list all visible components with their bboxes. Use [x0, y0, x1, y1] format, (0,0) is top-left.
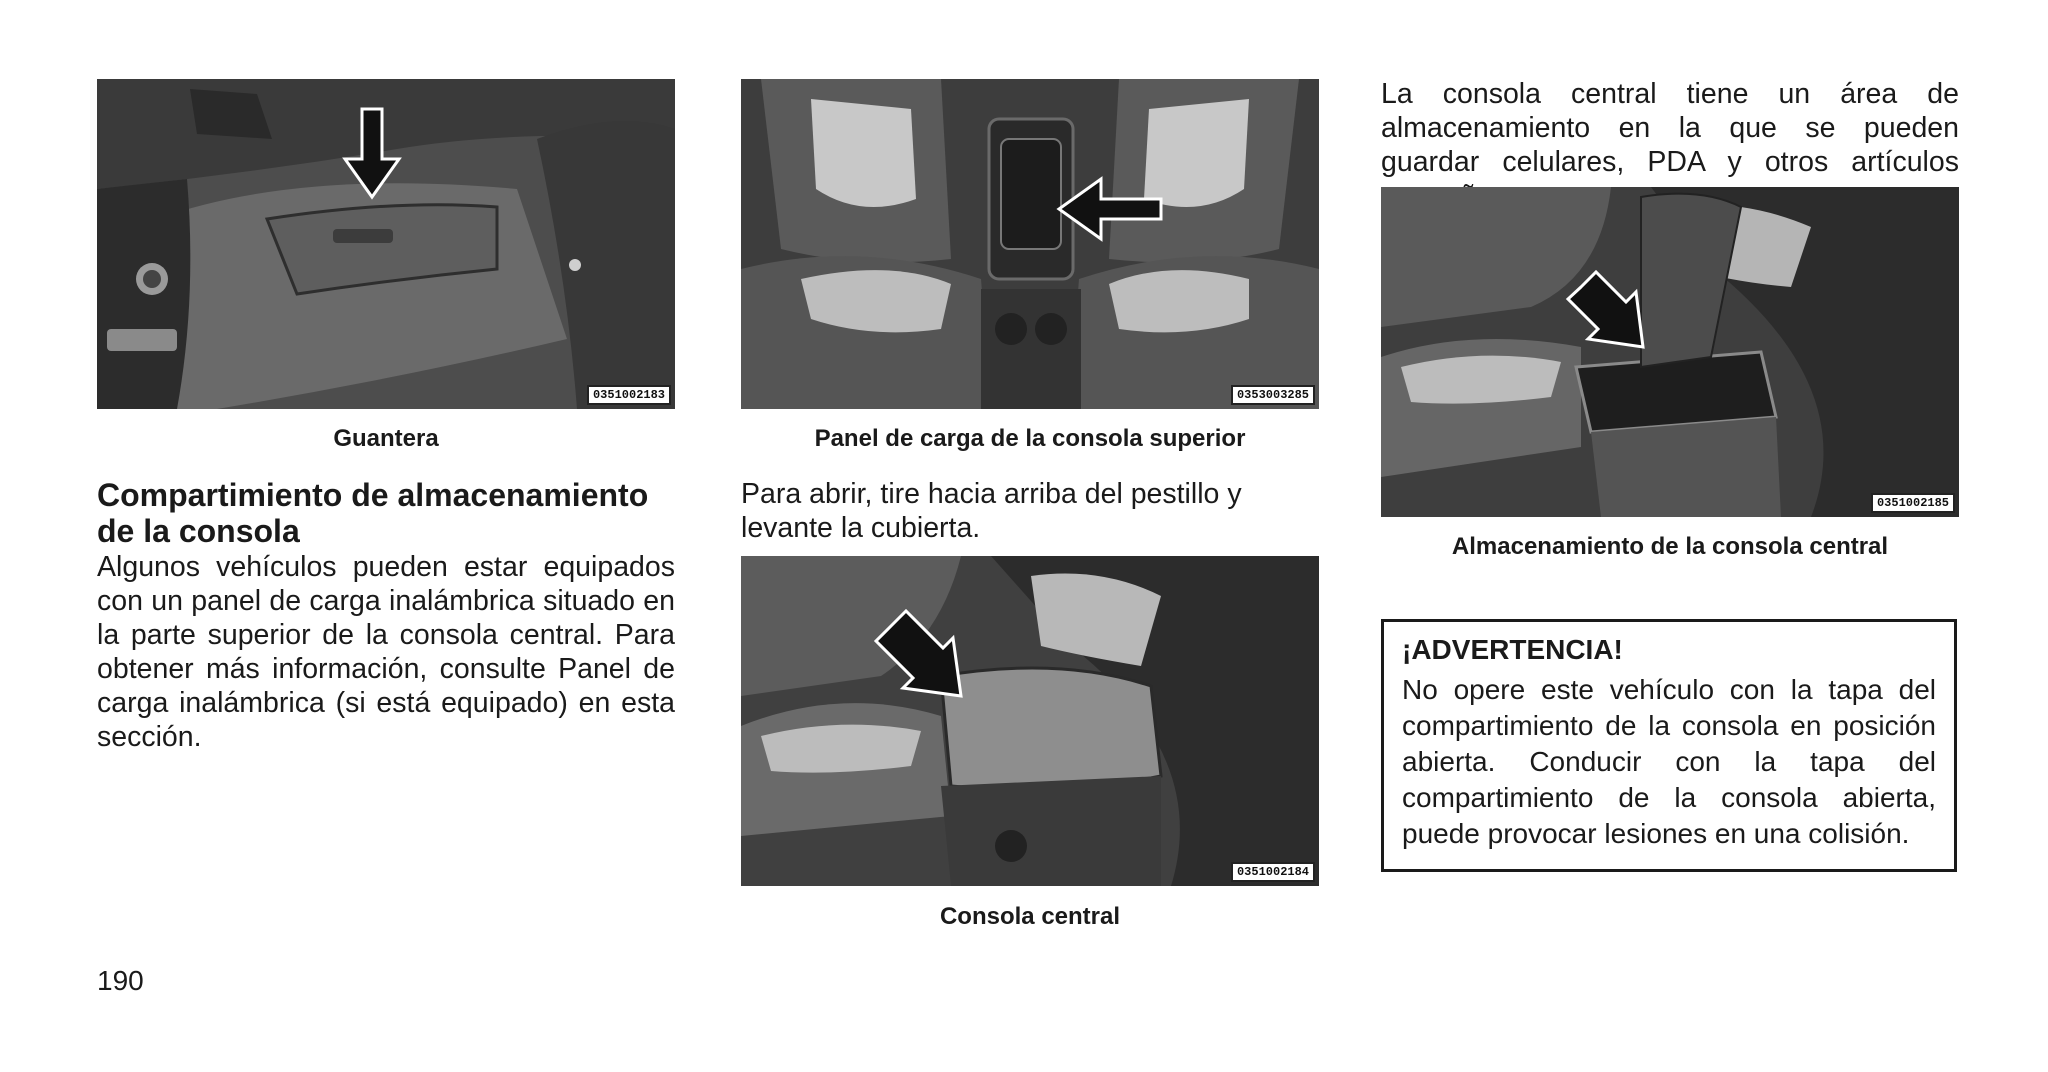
- section-heading-line2: de la consola: [97, 513, 300, 549]
- image-code-label: 0351002183: [587, 385, 671, 405]
- center-console-caption: Consola central: [939, 903, 1121, 930]
- warning-text: No opere este vehículo con la tapa del compartimiento de la consola en posición abierta. Conducir con la tapa del compartimiento de la consola abierta, puede provocar lesiones en una colisión.: [1402, 674, 1936, 849]
- section-paragraph: Algunos vehículos pueden estar equipados con un panel de carga inalámbrica situado en la parte superior de la consola central. Para obtener más información, consulte Panel de carga inalámbrica (si está equipado) en esta sección.: [97, 551, 675, 753]
- warning-box: [1381, 619, 1957, 872]
- glovebox-caption: Guantera: [333, 425, 439, 452]
- image-code-label: 0351002184: [1231, 862, 1315, 882]
- charging-pad-illustration: [741, 79, 1319, 409]
- charging-pad-caption: Panel de carga de la consola superior: [814, 425, 1246, 452]
- storage-description-text: La consola central tiene un área de almacenamiento en la que se pueden guardar celulares, PDA y otros artículos: [1381, 78, 1959, 178]
- console-storage-photo: [1381, 187, 1959, 517]
- center-console-photo: [741, 556, 1319, 886]
- page-number: 190: [97, 965, 144, 996]
- section-heading-line1: Compartimiento de almacenamiento: [97, 477, 649, 513]
- console-storage-caption: Almacenamiento de la consola central: [1451, 533, 1889, 560]
- warning-title: ¡ADVERTENCIA!: [1402, 634, 1623, 665]
- console-storage-illustration: [1381, 187, 1959, 517]
- section-heading: [97, 477, 697, 549]
- glovebox-illustration: [97, 79, 675, 409]
- image-code-label: 0351002185: [1871, 493, 1955, 513]
- glovebox-photo: [97, 79, 675, 409]
- image-code-label: 0353003285: [1231, 385, 1315, 405]
- open-instruction-text: Para abrir, tire hacia arriba del pestillo y levante la cubierta.: [741, 478, 1242, 544]
- charging-pad-photo: [741, 79, 1319, 409]
- center-console-illustration: [741, 556, 1319, 886]
